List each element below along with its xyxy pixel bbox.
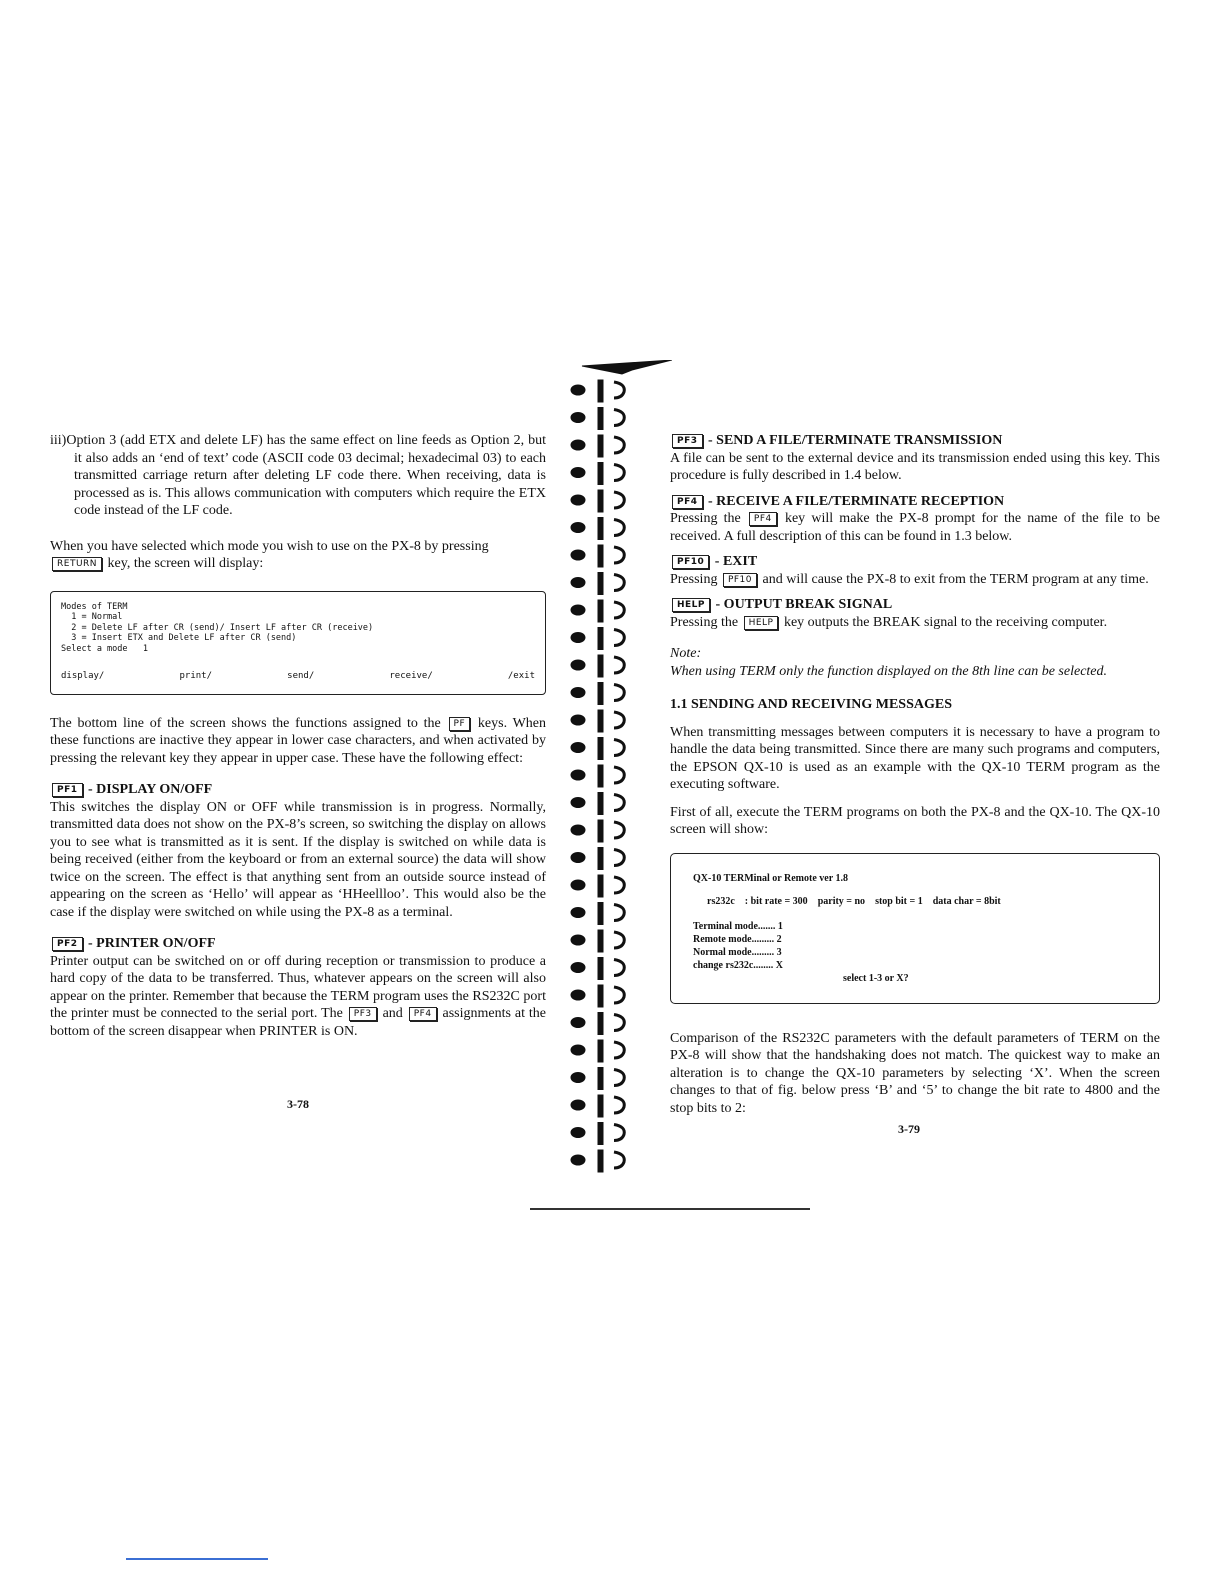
- qx10-menu-item: Normal mode......... 3: [693, 946, 782, 958]
- help-title: - OUTPUT BREAK SIGNAL: [715, 597, 893, 612]
- pf4-key-inline: PF4: [749, 512, 777, 526]
- bottom-line-text-a: The bottom line of the screen shows the functions assigned to the: [50, 715, 441, 731]
- qx10-params: [693, 895, 1137, 908]
- qx10-menu-item: change rs232c........ X: [693, 959, 783, 971]
- pf3-title: - SEND A FILE/TERMINATE TRANSMISSION: [708, 433, 1003, 448]
- bottom-line-paragraph: [50, 715, 546, 768]
- pf2-body-b: assignments at the bottom of the screen disappear when PRINTER is ON.: [50, 1006, 547, 1039]
- pf3-key: PF3: [672, 434, 703, 448]
- spiral-ring: [571, 408, 624, 430]
- help-body-b: key outputs the BREAK signal to the receiving computer.: [783, 614, 1108, 630]
- note-label: Note:: [670, 646, 702, 661]
- pf2-title: - PRINTER ON/OFF: [88, 936, 216, 951]
- spiral-ring: [571, 848, 624, 870]
- pf4-title: - RECEIVE A FILE/TERMINATE RECEPTION: [708, 493, 1005, 509]
- fn-exit: /exit: [507, 671, 535, 681]
- pf2-heading: [50, 935, 546, 953]
- right-page: [670, 432, 1160, 1139]
- screen-line: 2 = Delete LF after CR (send)/ Insert LF after CR (receive): [61, 622, 374, 633]
- pf10-body-a: Pressing: [670, 571, 718, 587]
- left-page: [50, 432, 546, 1114]
- qx10-param: data char = 8bit: [932, 895, 1001, 907]
- fn-send: send/: [287, 671, 315, 681]
- comparison-paragraph: Comparison of the RS232C parameters with the default parameters of TERM on the PX-8 will show that the handshaking does not match. The quickest way to make an alteration is to change the QX-10 parameters by selecting ‘X’. When the screen changes to that of fig. below press ‘B’ and ‘5’ to change the bit rate to 4800 and the stop bits to 2:: [670, 1030, 1160, 1116]
- screen-line: 3 = Insert ETX and Delete LF after CR (send): [61, 633, 297, 643]
- qx10-param: parity = no: [817, 895, 866, 907]
- screen-line: Modes of TERM: [61, 601, 128, 612]
- fn-receive: receive/: [389, 671, 433, 681]
- spiral-rings: [571, 360, 672, 1172]
- section-title: 1.1 SENDING AND RECEIVING MESSAGES: [670, 697, 953, 712]
- spiral-ring: [571, 600, 624, 622]
- qx10-menu: [693, 920, 1137, 972]
- note-block: [670, 645, 1160, 680]
- qx10-param: rs232c: [707, 895, 735, 907]
- page-number-left: 3-78: [287, 1097, 309, 1111]
- help-body: [670, 614, 1160, 632]
- qx10-screen: [670, 853, 1160, 1004]
- spiral-ring: [571, 793, 624, 815]
- px8-screen: [50, 591, 546, 695]
- section-paragraph-2: First of all, execute the TERM programs on both the PX-8 and the QX-10. The QX-10 screen will show:: [670, 804, 1160, 837]
- pf2-body-a: Printer output can be switched on or off during reception or transmission to produce a hard copy of the data to be transferred. Thus, whatever appears on the screen will also appear on the printer. Remember that because the TERM program uses the RS232C port the printer must be connected to the serial port. The: [50, 953, 546, 1021]
- spiral-ring: [571, 1095, 624, 1117]
- pf10-section: [670, 553, 1160, 588]
- spiral-ring: [571, 1150, 624, 1172]
- select-intro-text-b: key, the screen will display:: [107, 556, 264, 571]
- spiral-ring: [571, 490, 624, 512]
- pf-key: PF: [449, 717, 471, 731]
- spiral-ring: [571, 518, 624, 540]
- function-row: [61, 668, 535, 686]
- spiral-ring: [571, 1068, 624, 1090]
- spiral-ring: [571, 875, 624, 897]
- help-key-inline: HELP: [744, 616, 779, 630]
- option3-paragraph: iii)Option 3 (add ETX and delete LF) has the same effect on line feeds as Option 2, but it also adds an ‘end of text’ code (ASCII code 03 decimal; hexadecimal 03) to each transmitted carriage return after deleting LF code there. When receiving, data is processed as is. This allows communication with computers which require the ETX code instead of the LF code.: [50, 433, 546, 518]
- spiral-ring: [571, 903, 624, 925]
- pf4-body-b: key will make the PX-8 prompt for the name of the file to be received. A full description of this can be found in 1.3 below.: [670, 511, 1160, 544]
- spiral-ring: [571, 683, 624, 705]
- pf4-key: PF4: [672, 495, 703, 509]
- pf1-body: This switches the display ON or OFF while transmission is in progress. Normally, transmitted data does not show on the PX-8’s screen, so switching the display on allows you to see what is transmitted as it is sent. If the display is switched on while data is being received (either from the keyboard or from an external source) the data will show twice on the screen. The effect is that anything sent from an outside source instead of appearing on the screen as ‘Hello’ will appear as ‘HHeellloo’. This would also be the case if the display were switched on while using the PX-8 as a terminal.: [50, 799, 546, 920]
- page-number-right: 3-79: [898, 1122, 920, 1136]
- help-section: [670, 596, 1160, 631]
- qx10-prompt: select 1-3 or X?: [843, 972, 909, 984]
- fn-print: print/: [179, 671, 213, 681]
- spiral-ring: [571, 930, 624, 952]
- pf3-body: A file can be sent to the external device and its transmission ended using this key. This procedure is fully described in 1.4 below.: [670, 450, 1160, 483]
- spiral-ring: [571, 820, 624, 842]
- pf4-key-inline: PF4: [409, 1007, 437, 1021]
- fn-display: display/: [61, 671, 105, 681]
- pf10-heading: [670, 553, 1160, 571]
- pf1-key: PF1: [52, 783, 83, 797]
- spiral-ring: [571, 380, 624, 402]
- qx10-param: : bit rate = 300: [744, 895, 808, 907]
- pf10-key: PF10: [672, 555, 709, 569]
- screen-line: Select a mode 1: [61, 643, 148, 654]
- spiral-ring: [571, 628, 624, 650]
- spiral-ring: [571, 545, 624, 567]
- qx10-menu-item: Remote mode......... 2: [693, 933, 782, 945]
- pf2-body: [50, 953, 546, 1041]
- note-body: When using TERM only the function displayed on the 8th line can be selected.: [670, 663, 1108, 679]
- qx10-param: stop bit = 1: [875, 895, 923, 907]
- spiral-ring: [571, 738, 624, 760]
- spiral-ring: [571, 958, 624, 980]
- help-body-a: Pressing the: [670, 614, 739, 630]
- spiral-ring: [571, 985, 624, 1007]
- pf2-key: PF2: [52, 937, 83, 951]
- help-heading: [670, 596, 1160, 614]
- binding-top-edge: [582, 360, 672, 374]
- pf10-title: - EXIT: [714, 554, 758, 569]
- spiral-ring: [571, 1123, 624, 1145]
- spiral-ring: [571, 1013, 624, 1035]
- select-intro-text: When you have selected which mode you wish to use on the PX-8 by pressing: [50, 538, 489, 554]
- pf10-key-inline: PF10: [723, 573, 757, 587]
- pf1-section: [50, 781, 546, 921]
- pf10-body: [670, 571, 1160, 589]
- spiral-ring: [571, 573, 624, 595]
- spiral-ring: [571, 710, 624, 732]
- screen-line: 1 = Normal: [61, 612, 123, 622]
- spiral-ring: [571, 655, 624, 677]
- bottom-line-text-b: keys. When these functions are inactive they appear in lower case characters, and when activated by pressing the relevant key they appear in upper case. These have the following effect:: [50, 715, 547, 766]
- spiral-ring: [571, 1040, 624, 1062]
- select-intro: [50, 538, 546, 573]
- pf2-and: and: [382, 1006, 403, 1021]
- pf2-section: [50, 935, 546, 1040]
- pf4-section: [670, 493, 1160, 546]
- return-key: RETURN: [52, 557, 102, 571]
- pf10-body-b: and will cause the PX-8 to exit from the TERM program at any time.: [762, 571, 1149, 587]
- spiral-ring: [571, 435, 624, 457]
- pf3-section: [670, 432, 1160, 485]
- qx10-title: QX-10 TERMinal or Remote ver 1.8: [693, 872, 848, 884]
- pf4-body: [670, 510, 1160, 545]
- section-paragraph-1: When transmitting messages between computers it is necessary to have a program to handle the data being transmitted. Since there are many such programs and computers, the EPSON QX-10 is used as an example with the QX-10 TERM program as the executing software.: [670, 724, 1160, 792]
- pf3-heading: [670, 432, 1160, 450]
- pf4-body-a: Pressing the: [670, 511, 741, 526]
- pf1-heading: [50, 781, 546, 799]
- help-key: HELP: [672, 598, 710, 612]
- pf4-heading: [670, 493, 1160, 511]
- spiral-binding: [562, 360, 672, 1200]
- binding-bottom-rule: [530, 1208, 810, 1210]
- qx10-menu-item: Terminal mode....... 1: [693, 920, 783, 932]
- blue-underline: [126, 1558, 268, 1560]
- pf1-title: - DISPLAY ON/OFF: [88, 782, 213, 797]
- spiral-ring: [571, 463, 624, 485]
- spiral-ring: [571, 765, 624, 787]
- pf3-key-inline: PF3: [349, 1007, 377, 1021]
